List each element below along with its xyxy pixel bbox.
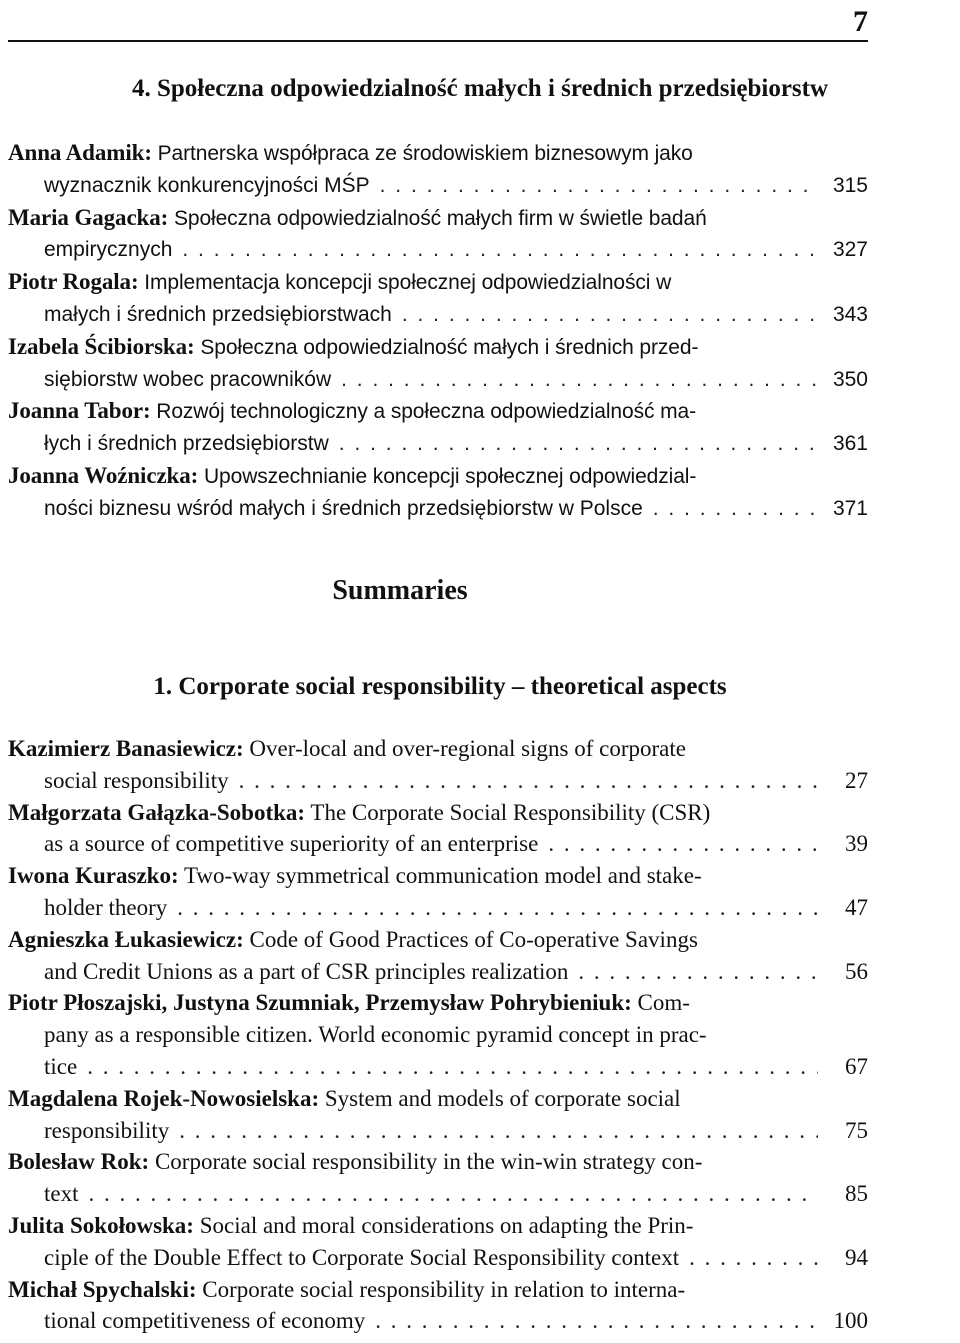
entry-title: Corporate social responsibility in relation to interna- (202, 1276, 686, 1302)
leader-dots (341, 364, 818, 396)
leader-dots (653, 493, 818, 525)
toc-entry[interactable] (8, 137, 868, 202)
toc-entry[interactable] (8, 331, 868, 396)
entry-page-number: 327 (832, 238, 868, 262)
entry-author: Maria Gagacka: (8, 204, 169, 230)
leader-dots (89, 1178, 819, 1210)
toc-entry[interactable] (8, 1146, 868, 1210)
toc-entry[interactable] (8, 460, 868, 525)
entry-author: Bolesław Rok: (8, 1149, 150, 1175)
leader-dots (339, 428, 818, 460)
entry-page-number: 315 (832, 173, 868, 197)
leader-dots (182, 234, 818, 266)
leader-dots (548, 828, 818, 860)
entry-page-number: 47 (845, 894, 868, 920)
leader-dots (87, 1051, 818, 1083)
entry-title: Implementacja koncepcji społecznej odpowiedzialności w (144, 271, 672, 295)
entry-title-cont: ciple of the Double Effect to Corporate Social Responsibility context (44, 1244, 680, 1270)
leader-dots (375, 1305, 818, 1337)
entry-page-number: 39 (845, 831, 868, 857)
toc-summaries-section-1 (8, 733, 868, 1337)
toc-entry[interactable] (8, 1083, 868, 1147)
entry-page-number: 67 (845, 1053, 868, 1079)
entry-title-cont: łych i średnich przedsiębiorstw (44, 432, 329, 456)
entry-page-number: 27 (845, 767, 868, 793)
entry-title-cont: tice (44, 1053, 78, 1079)
entry-title: Corporate social responsibility in the win-win strategy con- (154, 1149, 703, 1175)
entry-title: Two-way symmetrical communication model and stake- (183, 863, 702, 889)
header-rule (8, 40, 868, 42)
entry-title-cont: as a source of competitive superiority of an enterprise (44, 831, 539, 857)
entry-page-number: 85 (845, 1181, 868, 1207)
entry-author: Małgorzata Gałązka-Sobotka: (8, 799, 306, 825)
leader-dots (578, 956, 818, 988)
entry-page-number: 94 (845, 1244, 868, 1270)
entry-author: Kazimierz Banasiewicz: (8, 736, 244, 761)
page-number: 7 (853, 5, 868, 38)
entry-title: Over-local and over-regional signs of corporate (249, 736, 686, 761)
entry-page-number: 56 (845, 958, 868, 984)
entry-title-cont: małych i średnich przedsiębiorstwach (44, 302, 392, 326)
entry-title: The Corporate Social Responsibility (CSR) (310, 799, 711, 825)
leader-dots (380, 170, 818, 202)
entry-page-number: 361 (832, 432, 868, 456)
toc-entry[interactable] (8, 395, 868, 460)
entry-author: Magdalena Rojek-Nowosielska: (8, 1085, 320, 1111)
entry-title: Upowszechnianie koncepcji społecznej odpowiedzial- (203, 464, 697, 488)
entry-title: Code of Good Practices of Co-operative Savings (249, 926, 698, 952)
toc-entry[interactable] (8, 1274, 868, 1338)
entry-page-number: 350 (832, 367, 868, 391)
entry-title-cont: social responsibility (44, 767, 229, 793)
leader-dots (177, 892, 818, 924)
entry-title-cont: wyznacznik konkurencyjności MŚP (44, 173, 370, 197)
toc-section-4 (8, 137, 868, 525)
entry-title-cont: holder theory (44, 894, 168, 920)
entry-title: Rozwój technologiczny a społeczna odpowiedzialność ma- (156, 400, 696, 424)
toc-entry[interactable] (8, 266, 868, 331)
entry-title: Społeczna odpowiedzialność małych i średnich przed- (200, 335, 699, 359)
entry-author: Izabela Ścibiorska: (8, 333, 195, 359)
entry-author: Iwona Kuraszko: (8, 863, 179, 889)
entry-title-cont: responsibility (44, 1117, 170, 1143)
leader-dots (239, 765, 818, 797)
entry-page-number: 371 (832, 496, 868, 520)
entry-page-number: 100 (833, 1308, 868, 1334)
entry-title-cont: siębiorstw wobec pracowników (44, 367, 332, 391)
toc-entry[interactable] (8, 924, 868, 988)
entry-title-cont: tional competitiveness of economy (44, 1308, 366, 1334)
toc-entry[interactable] (8, 733, 868, 797)
entry-author: Piotr Rogala: (8, 269, 139, 295)
entry-title-cont: pany as a responsible citizen. World economic pyramid concept in prac- (44, 1022, 707, 1048)
entry-author: Michał Spychalski: (8, 1276, 197, 1302)
leader-dots (402, 299, 818, 331)
leader-dots (689, 1242, 818, 1274)
entry-title: System and models of corporate social (324, 1085, 681, 1111)
toc-entry[interactable] (8, 1210, 868, 1274)
entry-author: Joanna Woźniczka: (8, 462, 199, 488)
toc-entry[interactable] (8, 987, 868, 1082)
entry-title: Com- (637, 990, 690, 1016)
section-1-heading: 1. Corporate social responsibility – theoretical aspects (153, 673, 727, 700)
entry-title: Partnerska współpraca ze środowiskiem biznesowym jako (157, 142, 693, 165)
entry-title-cont: and Credit Unions as a part of CSR principles realization (44, 958, 569, 984)
entry-title-cont: text (44, 1181, 79, 1207)
entry-author: Julita Sokołowska: (8, 1212, 194, 1238)
entry-author: Agnieszka Łukasiewicz: (8, 926, 244, 952)
entry-title: Social and moral considerations on adapting the Prin- (199, 1212, 694, 1238)
entry-author: Anna Adamik: (8, 140, 152, 165)
entry-title-cont: empirycznych (44, 238, 173, 262)
toc-entry[interactable] (8, 797, 868, 861)
entry-page-number: 343 (832, 302, 868, 326)
entry-author: Piotr Płoszajski, Justyna Szumniak, Przemysław Pohrybieniuk: (8, 990, 632, 1016)
entry-author: Joanna Tabor: (8, 398, 151, 424)
leader-dots (179, 1115, 818, 1147)
toc-entry[interactable] (8, 860, 868, 924)
toc-entry[interactable] (8, 202, 868, 267)
entry-title-cont: ności biznesu wśród małych i średnich przedsiębiorstw w Polsce (44, 496, 643, 520)
entry-title: Społeczna odpowiedzialność małych firm w świetle badań (173, 206, 707, 230)
entry-page-number: 75 (845, 1117, 868, 1143)
summaries-title: Summaries (332, 575, 468, 606)
section-4-heading: 4. Społeczna odpowiedzialność małych i średnich przedsiębiorstw (131, 75, 829, 102)
